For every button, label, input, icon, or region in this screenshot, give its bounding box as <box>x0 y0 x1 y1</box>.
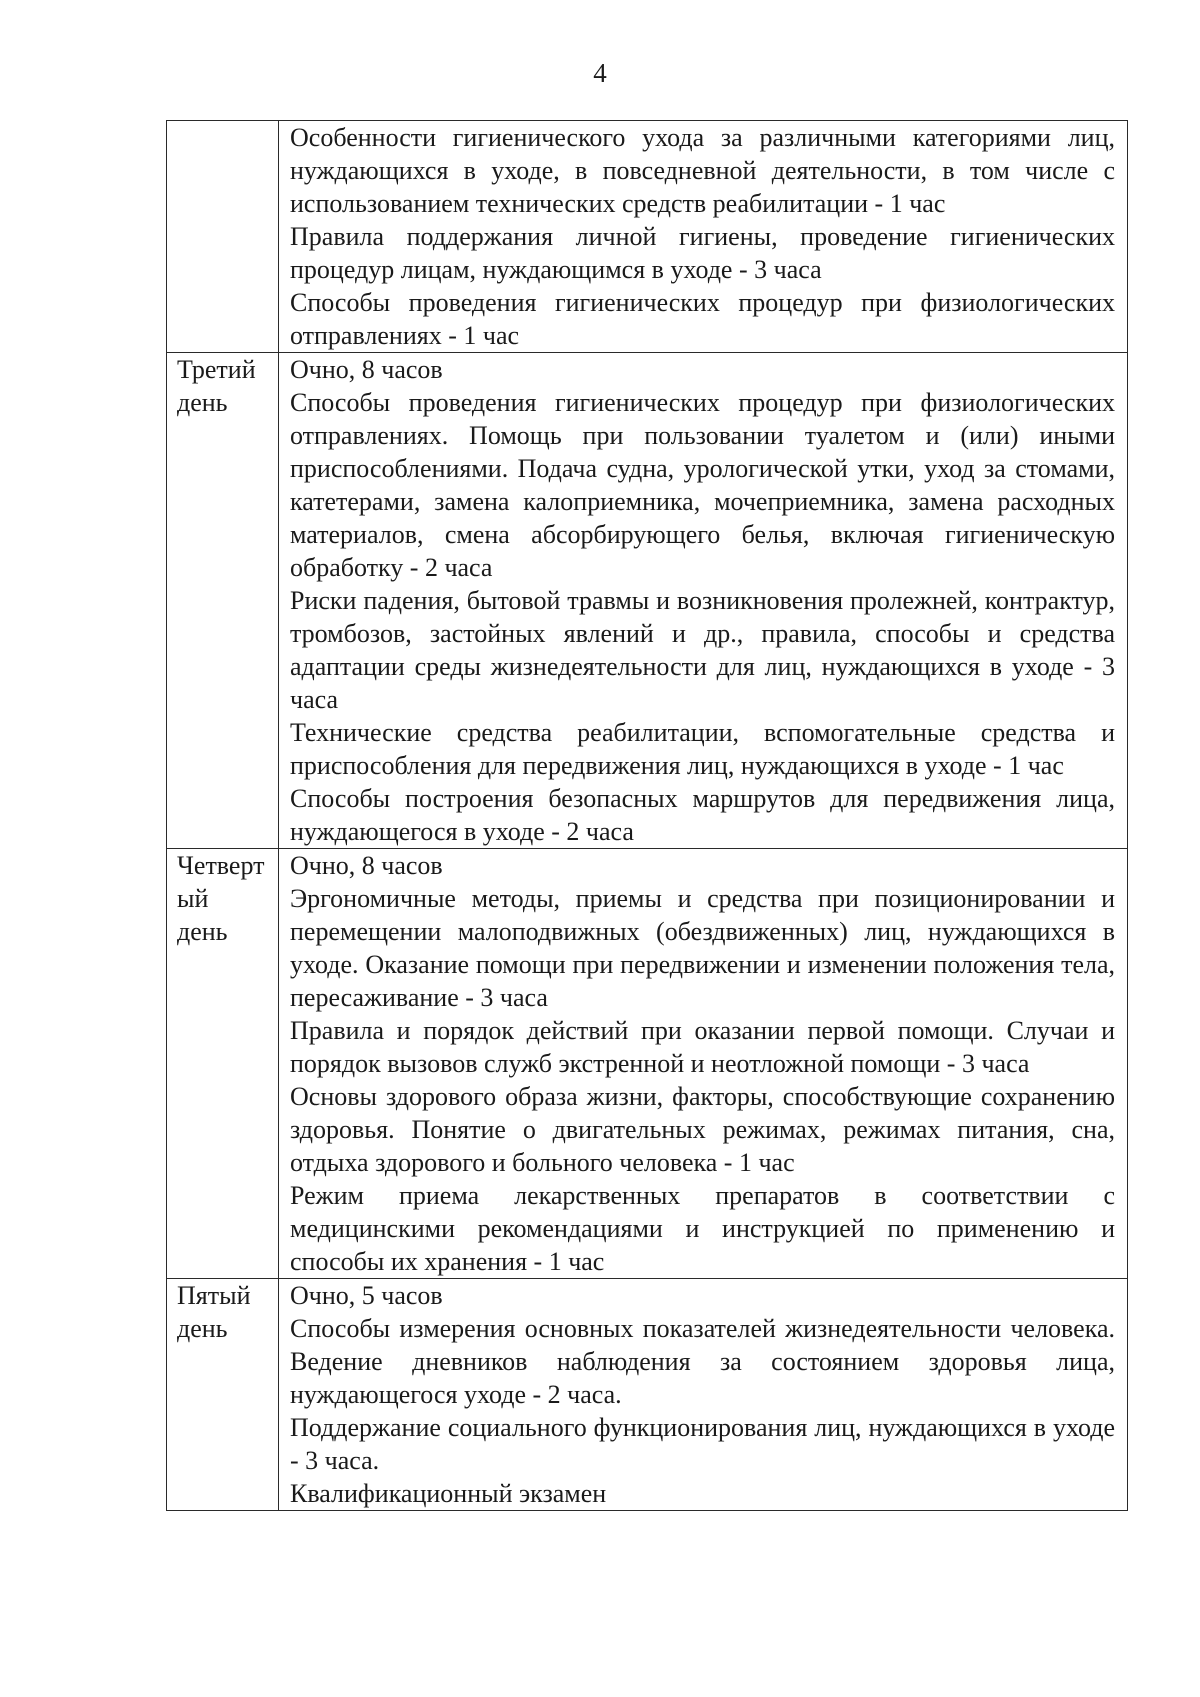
topic-item: Технические средства реабилитации, вспомогательные средства и приспособления для передвижения лиц, нуждающихся в уходе - 1 час <box>290 718 1115 780</box>
day-cell <box>167 353 279 849</box>
topic-item: Способы построения безопасных маршрутов для передвижения лица, нуждающегося в уходе - 2 часа <box>290 784 1115 846</box>
topic-item: Способы проведения гигиенических процедур при физиологических отправлениях - 1 час <box>290 288 1115 350</box>
table-row <box>167 849 1128 1279</box>
day-cell <box>167 849 279 1279</box>
topic-item: Основы здорового образа жизни, факторы, способствующие сохранению здоровья. Понятие о двигательных режимах, режимах питания, сна, отдыха здорового и больного человека - 1 час <box>290 1082 1115 1177</box>
day-label: Третий день <box>177 355 256 417</box>
day-cell <box>167 121 279 353</box>
format-line: Очно, 5 часов <box>290 1281 443 1310</box>
format-line: Очно, 8 часов <box>290 851 443 880</box>
table-row <box>167 353 1128 849</box>
topic-item: Эргономичные методы, приемы и средства при позиционировании и перемещении малоподвижных (обездвиженных) лиц, нуждающихся в уходе. Оказание помощи при передвижении и изменении положения тела, пересаживание - 3 часа <box>290 884 1115 1012</box>
topic-item: Поддержание социального функционирования лиц, нуждающихся в уходе - 3 часа. <box>290 1413 1115 1475</box>
topic-item: Риски падения, бытовой травмы и возникновения пролежней, контрактур, тромбозов, застойных явлений и др., правила, способы и средства адаптации среды жизнедеятельности для лиц, нуждающихся в уходе - 3 часа <box>290 586 1115 714</box>
topic-item: Способы измерения основных показателей жизнедеятельности человека. Ведение дневников наблюдения за состоянием здоровья лица, нуждающегося уходе - 2 часа. <box>290 1314 1115 1409</box>
page-number: 4 <box>593 58 607 88</box>
topic-item: Правила и порядок действий при оказании первой помощи. Случаи и порядок вызовов служб экстренной и неотложной помощи - 3 часа <box>290 1016 1115 1078</box>
topic-item: Особенности гигиенического ухода за различными категориями лиц, нуждающихся в уходе, в повседневной деятельности, в том числе с использованием технических средств реабилитации - 1 час <box>290 123 1115 218</box>
content-cell <box>279 1279 1128 1511</box>
table-row <box>167 121 1128 353</box>
day-cell <box>167 1279 279 1511</box>
topic-item: Квалификационный экзамен <box>290 1479 607 1508</box>
format-line: Очно, 8 часов <box>290 355 443 384</box>
topic-item: Режим приема лекарственных препаратов в соответствии с медицинскими рекомендациями и инструкцией по применению и способы их хранения - 1 час <box>290 1181 1115 1276</box>
topic-item: Способы проведения гигиенических процедур при физиологических отправлениях. Помощь при пользовании туалетом и (или) иными приспособлениями. Подача судна, урологической утки, уход за стомами, катетерами, замена калоприемника, мочеприемника, замена расходных материалов, смена абсорбирующего белья, включая гигиеническую обработку - 2 часа <box>290 388 1115 582</box>
day-label: Пятый день <box>177 1281 251 1343</box>
schedule-table <box>166 120 1128 1511</box>
content-cell <box>279 353 1128 849</box>
table-row <box>167 1279 1128 1511</box>
day-label: Четверт ый день <box>177 851 265 946</box>
content-cell <box>279 121 1128 353</box>
topic-item: Правила поддержания личной гигиены, проведение гигиенических процедур лицам, нуждающимся в уходе - 3 часа <box>290 222 1115 284</box>
content-cell <box>279 849 1128 1279</box>
